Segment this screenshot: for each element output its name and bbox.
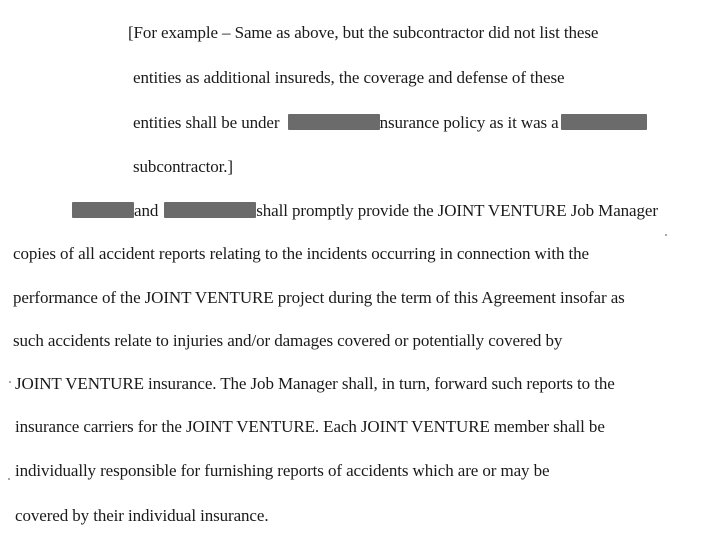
paragraph-text-5: JOINT VENTURE insurance. The Job Manager shall, in turn, forward such reports to the bbox=[15, 374, 615, 393]
example-text-3a: entities shall be under bbox=[133, 113, 280, 132]
redacted-block bbox=[72, 202, 134, 218]
example-line-3 bbox=[133, 112, 647, 134]
paragraph-and: and bbox=[134, 201, 159, 220]
paragraph-line-5 bbox=[15, 373, 615, 395]
example-text-1: [For example – Same as above, but the subcontractor did not list these bbox=[128, 23, 599, 42]
example-line-2 bbox=[133, 67, 564, 89]
example-text-3b: nsurance policy as it was a bbox=[379, 113, 559, 132]
example-text-2: entities as additional insureds, the coverage and defense of these bbox=[133, 68, 565, 87]
scan-speck bbox=[9, 381, 11, 383]
paragraph-text-7: individually responsible for furnishing reports of accidents which are or may be bbox=[15, 461, 550, 480]
paragraph-text-4: such accidents relate to injuries and/or damages covered or potentially covered by bbox=[13, 331, 563, 350]
paragraph-text-6: insurance carriers for the JOINT VENTURE. Each JOINT VENTURE member shall be bbox=[15, 417, 605, 436]
redacted-block bbox=[561, 114, 647, 130]
paragraph-text-2: copies of all accident reports relating to the incidents occurring in connection with the bbox=[13, 244, 589, 263]
example-line-4 bbox=[133, 156, 233, 178]
redacted-block bbox=[164, 202, 256, 218]
paragraph-text-3: performance of the JOINT VENTURE project during the term of this Agreement insofar as bbox=[13, 288, 625, 307]
scan-speck bbox=[665, 234, 667, 236]
paragraph-line-2 bbox=[13, 243, 589, 265]
paragraph-line-4 bbox=[13, 330, 562, 352]
redacted-block bbox=[288, 114, 380, 130]
paragraph-line-7 bbox=[15, 460, 549, 482]
example-text-4: subcontractor.] bbox=[133, 157, 233, 176]
paragraph-line-1 bbox=[72, 200, 658, 222]
paragraph-text-1: shall promptly provide the JOINT VENTURE Job Manager bbox=[256, 201, 658, 220]
example-line-1 bbox=[128, 22, 598, 44]
scan-speck bbox=[8, 478, 10, 480]
paragraph-line-6 bbox=[15, 416, 605, 438]
paragraph-text-8: covered by their individual insurance. bbox=[15, 506, 269, 525]
paragraph-line-3 bbox=[13, 287, 625, 309]
paragraph-line-8 bbox=[15, 505, 268, 527]
